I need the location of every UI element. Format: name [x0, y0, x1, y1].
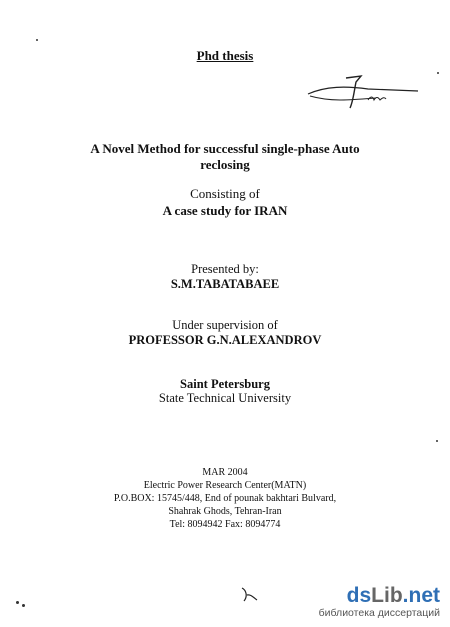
watermark-logo-part: ds	[346, 584, 372, 607]
presented-by-label: Presented by:	[191, 262, 259, 276]
city-name: Saint Petersburg	[180, 377, 270, 391]
watermark-logo	[319, 585, 440, 607]
contact-line: MAR 2004	[202, 467, 248, 478]
thesis-title	[0, 141, 450, 172]
watermark-logo-part: .net	[402, 584, 440, 607]
thesis-title-line: reclosing	[200, 156, 250, 172]
signature-icon	[306, 72, 421, 112]
supervision-label: Under supervision of	[172, 318, 278, 332]
contact-line: Tel: 8094942 Fax: 8094774	[169, 519, 281, 530]
supervisor-name: PROFESSOR G.N.ALEXANDROV	[128, 333, 322, 347]
subtitle-line: Consisting of	[190, 186, 260, 201]
scribble-mark-icon	[238, 586, 260, 604]
author-name: S.M.TABATABAEE	[170, 277, 280, 291]
speck-mark	[36, 39, 38, 41]
watermark-logo-part: Lib	[371, 584, 403, 607]
contact-line: Electric Power Research Center(MATN)	[143, 480, 307, 491]
speck-mark	[16, 601, 19, 604]
speck-mark	[437, 72, 439, 74]
thesis-title-line: A Novel Method for successful single-phase Auto	[90, 141, 360, 156]
watermark	[319, 585, 440, 619]
watermark-tagline: библиотека диссертаций	[318, 607, 440, 619]
speck-mark	[436, 440, 438, 442]
contact-line: P.O.BOX: 15745/448, End of pounak bakhtari Bulvard,	[113, 493, 337, 504]
contact-line: Shahrak Ghods, Tehran-Iran	[168, 506, 282, 517]
contact-block	[0, 467, 450, 532]
document-header: Phd thesis	[196, 48, 254, 63]
subtitle-line: A case study for IRAN	[162, 203, 288, 218]
university-name: State Technical University	[158, 391, 292, 405]
speck-mark	[22, 604, 25, 607]
